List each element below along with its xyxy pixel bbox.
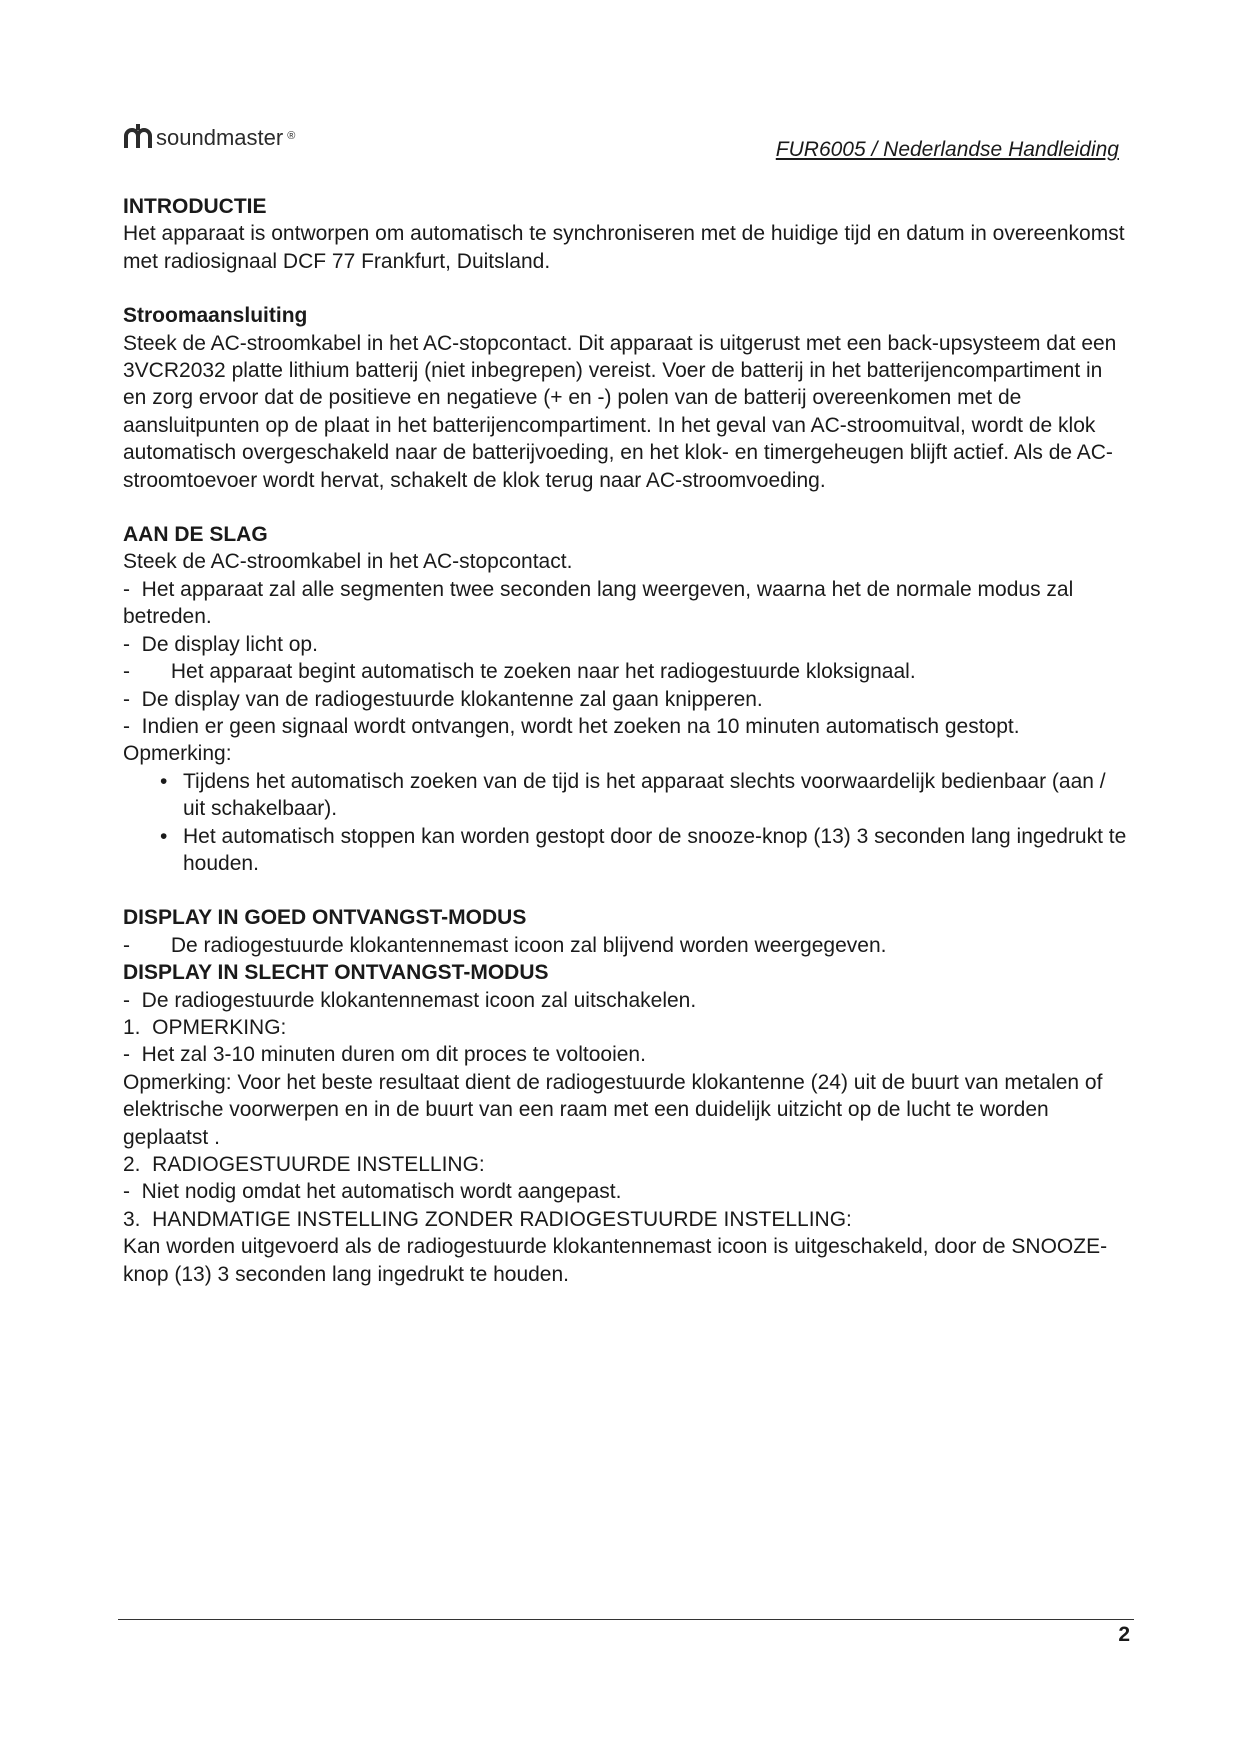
document-title: FUR6005 / Nederlandse Handleiding xyxy=(775,138,1119,161)
bullet-icon: • xyxy=(160,769,168,793)
intro-paragraph: Het apparaat is ontworpen om automatisch te synchroniseren met de huidige tijd en datum in overeenkomst met radiosignaal DCF 77 Frankfurt, Duitsland. xyxy=(123,222,1125,273)
note-list xyxy=(123,768,1128,878)
numbered-heading-2: 2. RADIOGESTUURDE INSTELLING: xyxy=(123,1153,485,1176)
page-body xyxy=(123,193,1128,1288)
list-item: - De display van de radiogestuurde klokantenne zal gaan knipperen. xyxy=(123,687,763,711)
list-item: - Het zal 3-10 minuten duren om dit proces te voltooien. xyxy=(123,1043,646,1067)
list-item: • Tijdens het automatisch zoeken van de tijd is het apparaat slechts voorwaardelijk bedienbaar (aan / uit schakelbaar). xyxy=(160,769,1106,821)
list-item: - De radiogestuurde klokantennemast icoon zal uitschakelen. xyxy=(123,988,697,1012)
list-item: - Het apparaat begint automatisch te zoeken naar het radiogestuurde kloksignaal. xyxy=(123,660,916,684)
numbered-heading-3: 3. HANDMATIGE INSTELLING ZONDER RADIOGESTUURDE INSTELLING: xyxy=(123,1207,852,1231)
brand-name: soundmaster ® xyxy=(156,125,296,150)
numbered-heading-1: 1. OPMERKING: xyxy=(123,1015,287,1039)
start-intro: Steek de AC-stroomkabel in het AC-stopcontact. xyxy=(123,550,573,574)
bullet-icon: • xyxy=(160,824,168,848)
footer-divider xyxy=(118,1619,1134,1620)
soundmaster-logo-icon xyxy=(123,120,153,150)
list-item: - Het apparaat zal alle segmenten twee seconden lang weergeven, waarna het de normale modus zal betreden. xyxy=(123,577,1074,629)
registered-mark: ® xyxy=(287,130,296,142)
page-header xyxy=(123,120,1123,165)
remark-paragraph: Opmerking: Voor het beste resultaat dient de radiogestuurde klokantenne (24) uit de buurt van metalen of elektrische voorwerpen en in de buurt van een raam met een duidelijk uitzicht op de lucht te worden geplaatst . xyxy=(123,1070,1103,1149)
note-label: Opmerking: xyxy=(123,742,232,766)
heading-display-slecht: DISPLAY IN SLECHT ONTVANGST-MODUS xyxy=(123,961,549,985)
list-item: - Niet nodig omdat het automatisch wordt aangepast. xyxy=(123,1180,622,1204)
manual-setting-paragraph: Kan worden uitgevoerd als de radiogestuurde klokantennemast icoon is uitgeschakeld, door de SNOOZE-knop (13) 3 seconden lang ingedrukt te houden. xyxy=(123,1235,1108,1286)
list-item: - De display licht op. xyxy=(123,632,318,656)
heading-stroomaansluiting: Stroomaansluiting xyxy=(123,304,308,328)
heading-display-goed: DISPLAY IN GOED ONTVANGST-MODUS xyxy=(123,906,527,930)
brand-logo xyxy=(123,120,295,150)
list-item: • Het automatisch stoppen kan worden gestopt door de snooze-knop (13) 3 seconden lang ingedrukt te houden. xyxy=(160,824,1127,875)
heading-aan-de-slag: AAN DE SLAG xyxy=(123,523,268,547)
list-item: - De radiogestuurde klokantennemast icoon zal blijvend worden weergegeven. xyxy=(123,933,887,957)
page-number: 2 xyxy=(1118,1623,1130,1646)
list-item: - Indien er geen signaal wordt ontvangen, wordt het zoeken na 10 minuten automatisch gestopt. xyxy=(123,714,1020,738)
heading-introductie: INTRODUCTIE xyxy=(123,195,267,218)
power-paragraph: Steek de AC-stroomkabel in het AC-stopcontact. Dit apparaat is uitgerust met een back-upsysteem dat een 3VCR2032 platte lithium batterij (niet inbegrepen) vereist. Voer de batterij in het batterijencompartiment in en zorg ervoor dat de positieve en negatieve (+ en -) polen van de batterij overeenkomen met de aansluitpunten op de plaat in het batterijencompartiment. In het geval van AC-stroomuitval, wordt de klok automatisch overgeschakeld naar de batterijvoeding, en het klok- en timergeheugen blijft actief. Als de AC-stroomtoevoer wordt hervat, schakelt de klok terug naar AC-stroomvoeding. xyxy=(123,331,1117,492)
